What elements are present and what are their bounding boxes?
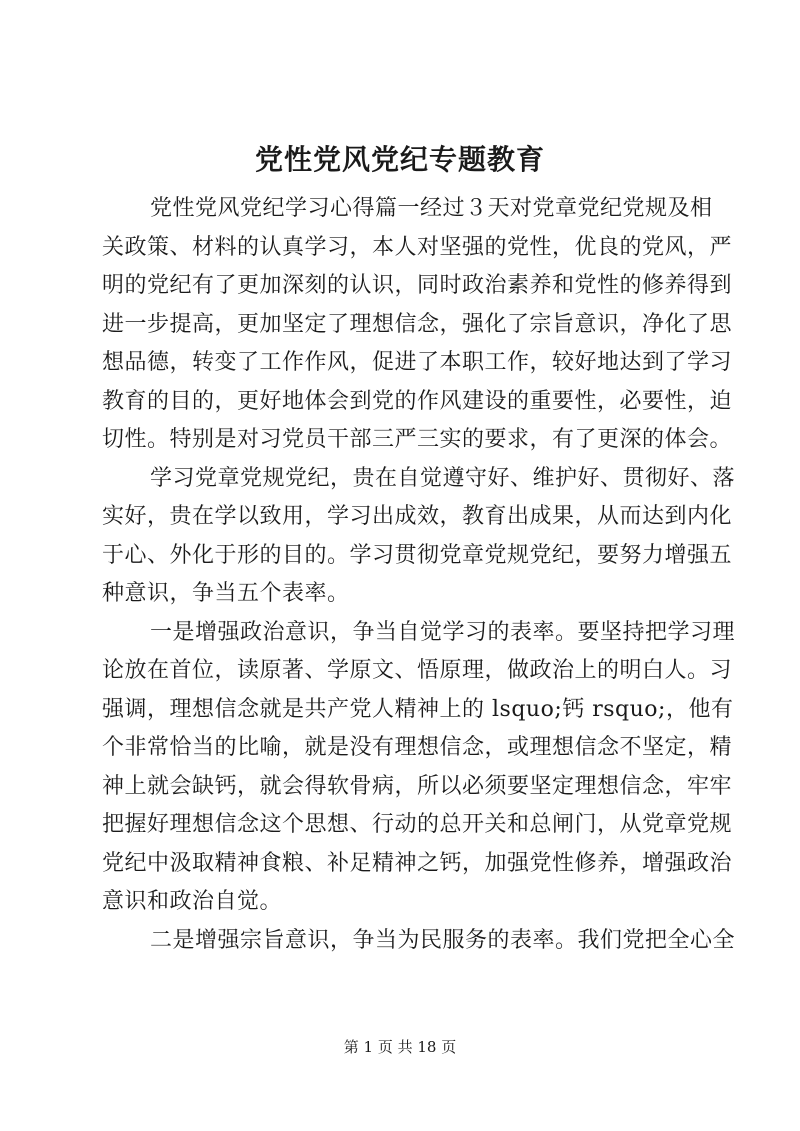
text-line: 关政策、材料的认真学习，本人对坚强的党性，优良的党风，严 [102,234,733,260]
document-title: 党性党风党纪专题教育 [254,143,545,176]
text-line: 党性党风党纪学习心得篇一经过３天对党章党纪党规及相 [150,196,713,221]
text-line: 进一步提高，更加坚定了理想信念，强化了宗旨意识，净化了思 [102,311,733,337]
text-line: 明的党纪有了更加深刻的认识，同时政治素养和党性的修养得到 [102,273,733,298]
text-line: 神上就会缺钙，就会得软骨病，所以必须要坚定理想信念，牢牢 [102,773,733,799]
text-line: 意识和政治自觉。 [102,889,283,914]
paragraph-4 [102,922,736,961]
text-line: 于心、外化于形的目的。学习贯彻党章党规党纪，要努力增强五 [102,542,733,568]
text-line: 切性。特别是对习党员干部三严三实的要求，有了更深的体会。 [102,427,733,452]
text-line: 教育的目的，更好地体会到党的作风建设的重要性，必要性，迫 [102,388,733,414]
text-line: 把握好理想信念这个思想、行动的总开关和总闸门，从党章党规 [102,812,733,837]
paragraph-3 [102,614,736,922]
document-body [102,190,736,960]
text-line: 种意识，争当五个表率。 [102,581,350,606]
text-line: 学习党章党规党纪，贵在自觉遵守好、维护好、贯彻好、落 [150,465,736,491]
text-line: 强调，理想信念就是共产党人精神上的 lsquo;钙 rsquo;，他有 [102,696,734,722]
paragraph-2 [102,460,736,614]
text-line: 一是增强政治意识，争当自觉学习的表率。要坚持把学习理 [150,619,736,645]
text-line: 实好，贵在学以致用，学习出成效，教育出成果，从而达到内化 [102,504,733,529]
paragraph-1 [102,190,733,460]
text-line: 二是增强宗旨意识，争当为民服务的表率。我们党把全心全 [150,927,736,953]
text-line: 个非常恰当的比喻，就是没有理想信念，或理想信念不坚定，精 [102,735,733,760]
text-line: 党纪中汲取精神食粮、补足精神之钙，加强党性修养，增强政治 [102,850,733,876]
text-line: 想品德，转变了工作作风，促进了本职工作，较好地达到了学习 [102,350,733,375]
page-number-footer: 第 1 页 共 18 页 [343,1038,457,1056]
text-line: 论放在首位，读原著、学原文、悟原理，做政治上的明白人。习 [102,658,733,683]
